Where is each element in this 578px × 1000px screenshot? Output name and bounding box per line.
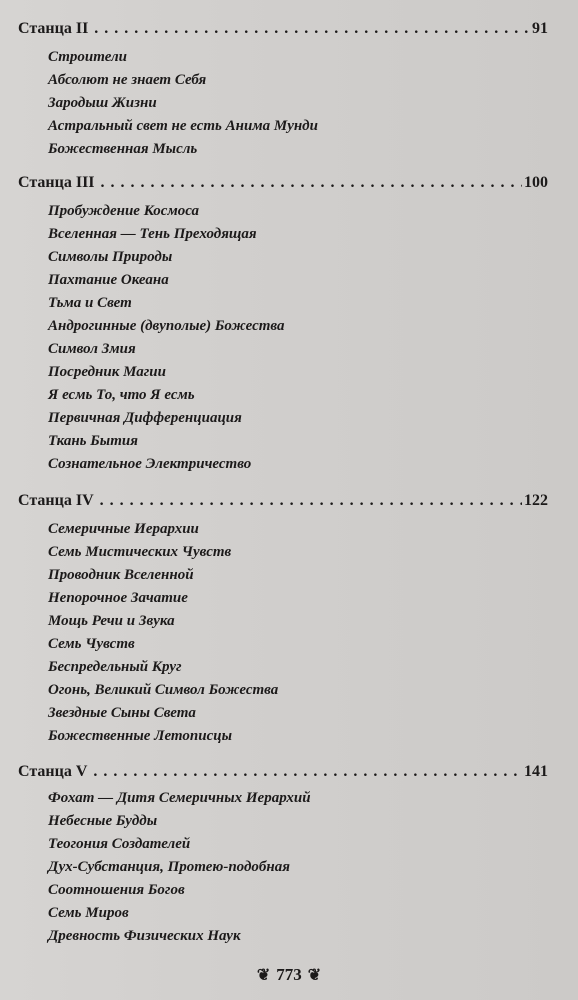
list-item: Пробуждение Космоса [48, 203, 200, 219]
list-item: Зародыш Жизни [48, 95, 157, 111]
list-item: Фохат — Дитя Семеричных Иерархий [48, 790, 311, 806]
section-heading [18, 174, 548, 196]
list-item: Абсолют не знает Себя [48, 72, 207, 88]
list-item: Мощь Речи и Звука [48, 613, 175, 629]
section-title: Станца V [18, 763, 88, 780]
section-item-list [48, 200, 285, 476]
page-footer [0, 960, 578, 990]
section-page-number: 91 [532, 20, 548, 37]
section-title: Станца III [18, 174, 95, 191]
section-title: Станца II [18, 20, 89, 37]
section-page-number: 141 [524, 763, 548, 780]
dot-leader [94, 20, 530, 38]
list-item: Астральный свет не есть Анима Мунди [48, 118, 318, 134]
page-number: 773 [276, 965, 302, 984]
list-item: Божественная Мысль [48, 141, 198, 157]
dot-leader [93, 763, 522, 781]
list-item: Дух-Субстанция, Протею-подобная [48, 859, 290, 875]
ornament-icon: ❦ [256, 967, 271, 984]
list-item: Звездные Сыны Света [48, 705, 196, 721]
section-item-list [48, 46, 318, 161]
list-item: Беспредельный Круг [48, 659, 182, 675]
section-heading [18, 492, 548, 514]
list-item: Первичная Дифференциация [48, 410, 242, 426]
section-page-number: 100 [524, 174, 548, 191]
list-item: Символы Природы [48, 249, 173, 265]
list-item: Теогония Создателей [48, 836, 191, 852]
dot-leader [100, 492, 522, 510]
section-item-list [48, 787, 311, 948]
list-item: Ткань Бытия [48, 433, 138, 449]
list-item: Символ Змия [48, 341, 136, 357]
dot-leader [101, 174, 522, 192]
section-title: Станца IV [18, 492, 94, 509]
list-item: Древность Физических Наук [48, 928, 241, 944]
section-page-number: 122 [524, 492, 548, 509]
list-item: Сознательное Электричество [48, 456, 252, 472]
section-item-list [48, 518, 278, 748]
list-item: Проводник Вселенной [48, 567, 194, 583]
list-item: Пахтание Океана [48, 272, 169, 288]
list-item: Строители [48, 49, 128, 65]
list-item: Божественные Летописцы [48, 728, 232, 744]
list-item: Соотношения Богов [48, 882, 185, 898]
section-heading [18, 20, 548, 42]
section-heading [18, 763, 548, 785]
list-item: Андрогинные (двуполые) Божества [48, 318, 285, 334]
list-item: Огонь, Великий Символ Божества [48, 682, 279, 698]
list-item: Семь Чувств [48, 636, 135, 652]
list-item: Непорочное Зачатие [48, 590, 188, 606]
list-item: Тьма и Свет [48, 295, 132, 311]
list-item: Семеричные Иерархии [48, 521, 199, 537]
list-item: Небесные Будды [48, 813, 158, 829]
list-item: Посредник Магии [48, 364, 166, 380]
list-item: Семь Миров [48, 905, 129, 921]
ornament-icon: ❦ [307, 967, 322, 984]
list-item: Я есмь То, что Я есмь [48, 387, 195, 403]
list-item: Семь Мистических Чувств [48, 544, 232, 560]
list-item: Вселенная — Тень Преходящая [48, 226, 257, 242]
